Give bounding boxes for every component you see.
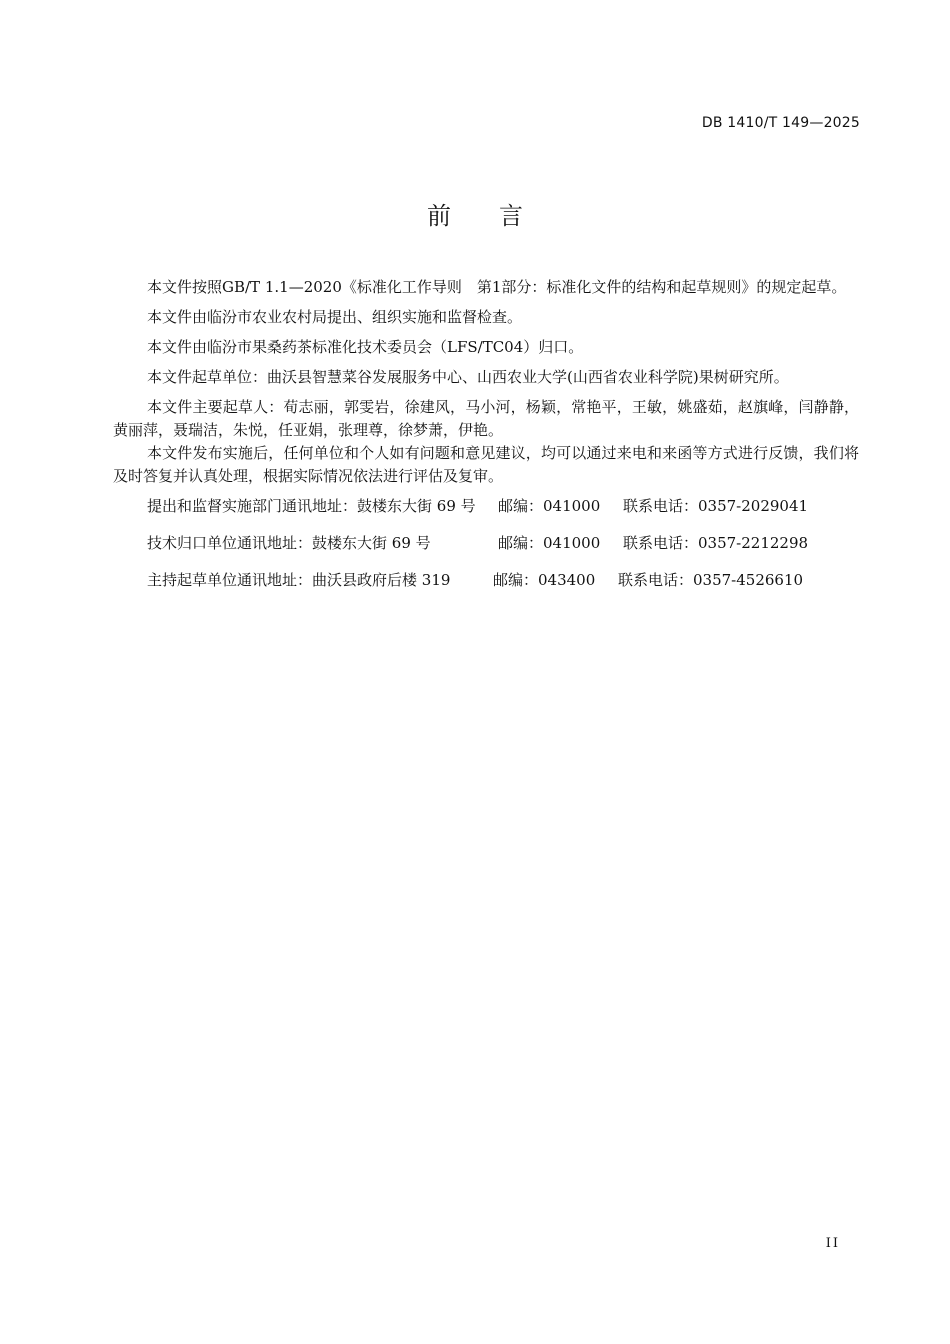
paragraph-drafting-rules: 本文件按照GB/T 1.1—2020《标准化工作导则 第1部分：标准化文件的结构和起草规则》的规定起草。 [147,278,847,296]
page-number: II [825,1236,840,1251]
contact-row [113,569,859,606]
paragraph-drafting-units: 本文件起草单位：曲沃县智慧菜谷发展服务中心、山西农业大学(山西省农业科学院)果树研究所。 [147,368,789,386]
section-title: 前言 [427,202,571,230]
contact-phone: 联系电话：0357-2029041 [623,497,809,515]
contact-address: 提出和监督实施部门通讯地址：鼓楼东大街 69 号 [147,497,476,515]
paragraph-committee: 本文件由临汾市果桑药茶标准化技术委员会（LFS/TC04）归口。 [147,338,584,356]
contact-row [113,495,859,532]
foreword-body [113,276,859,606]
contact-postcode: 邮编：041000 [498,497,601,515]
contact-row [113,532,859,569]
contact-phone: 联系电话：0357-2212298 [623,534,809,552]
contact-phone: 联系电话：0357-4526610 [618,571,804,589]
contact-postcode: 邮编：041000 [498,534,601,552]
paragraph-feedback: 本文件发布实施后，任何单位和个人如有问题和意见建议，均可以通过来电和来函等方式进行反馈，我们将及时答复并认真处理，根据实际情况依法进行评估及复审。 [113,444,859,485]
paragraph-drafters: 本文件主要起草人：荀志丽，郭雯岩，徐建风，马小河，杨颖，常艳平，王敏，姚盛茹，赵旗峰，闫静静，黄丽萍，聂瑞洁，朱悦，任亚娟，张理尊，徐梦萧，伊艳。 [113,398,859,439]
contact-address: 主持起草单位通讯地址：曲沃县政府后楼 319 [147,571,451,589]
paragraph-proposer: 本文件由临汾市农业农村局提出、组织实施和监督检查。 [147,308,523,326]
document-code: DB 1410/T 149—2025 [701,115,860,131]
contact-address: 技术归口单位通讯地址：鼓楼东大街 69 号 [147,534,431,552]
contact-postcode: 邮编：043400 [493,571,596,589]
